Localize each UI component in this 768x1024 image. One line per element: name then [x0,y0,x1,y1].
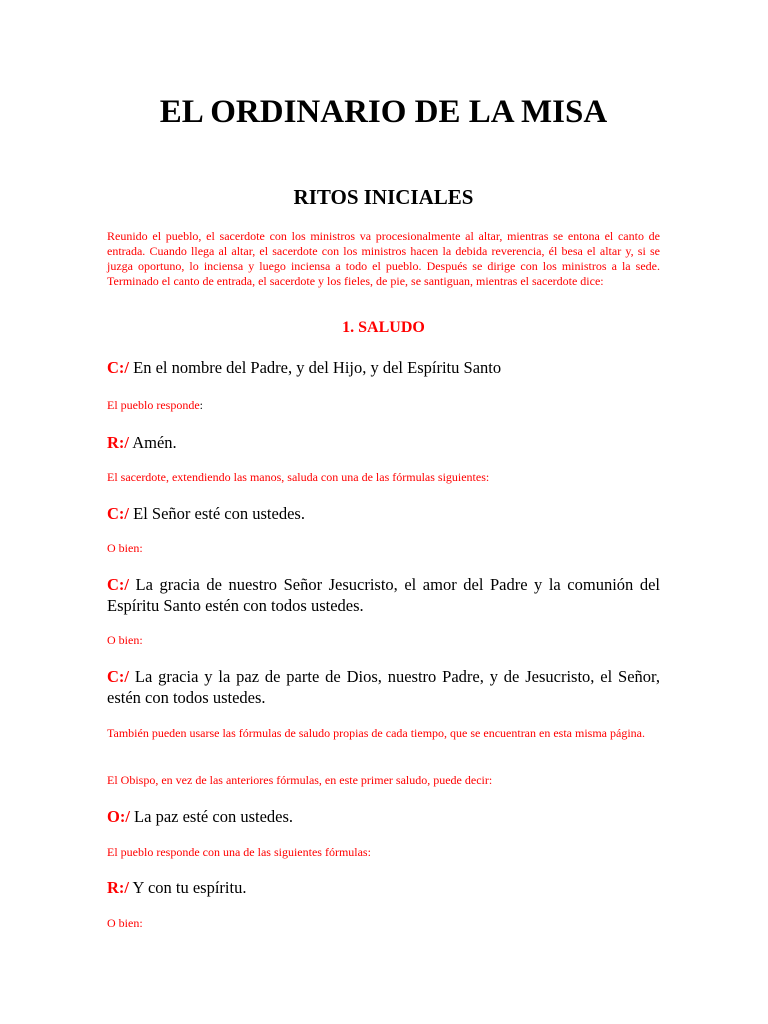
speaker-label: R:/ [107,433,129,452]
speaker-label: R:/ [107,878,129,897]
prayer-text: Y con tu espíritu. [132,878,247,897]
rubric-line: O bien: [107,916,143,930]
prayer-line [107,503,660,524]
rubric-line: También pueden usarse las fórmulas de saludo propias de cada tiempo, que se encuentran en esta misma página. [107,726,645,740]
prayer-line [107,666,660,708]
subsection-title: 1. SALUDO [342,319,425,336]
prayer-text: La gracia y la paz de parte de Dios, nuestro Padre, y de Jesucristo, el Señor, estén con todos ustedes. [107,667,660,707]
rubric-line: El sacerdote, extendiendo las manos, saluda con una de las fórmulas siguientes: [107,470,490,484]
rubric-line: El Obispo, en vez de las anteriores fórmulas, en este primer saludo, puede decir: [107,773,493,787]
prayer-text: La paz esté con ustedes. [134,807,294,826]
prayer-text: El Señor esté con ustedes. [133,504,305,523]
rubric-line: O bien: [107,541,143,555]
prayer-line [107,357,660,378]
section-title: RITOS INICIALES [293,185,474,209]
speaker-label: C:/ [107,504,129,523]
speaker-label: O:/ [107,807,130,826]
prayer-line [107,432,660,453]
prayer-text: Amén. [132,433,177,452]
prayer-text: En el nombre del Padre, y del Hijo, y del Espíritu Santo [133,358,502,377]
speaker-label: C:/ [107,358,129,377]
speaker-label: C:/ [107,575,129,594]
rubric-colon: : [199,398,203,412]
rubric-text: El pueblo responde [107,398,200,412]
document-title: EL ORDINARIO DE LA MISA [159,94,608,130]
intro-rubric: Reunido el pueblo, el sacerdote con los ministros va procesionalmente al altar, mientras se entona el canto de entrada. Cuando llega al altar, el sacerdote con los ministros hacen la debida reverencia, él besa el altar y, si se juzga oportuno, lo inciensa y luego inciensa a todo el pueblo. Después se dirige con los ministros a la sede. Terminado el canto de entrada, el sacerdote y los fieles, de pie, se santiguan, mientras el sacerdote dice: [107,229,660,288]
rubric-line: El pueblo responde con una de las siguientes fórmulas: [107,845,371,859]
prayer-line [107,574,660,616]
speaker-label: C:/ [107,667,129,686]
prayer-line [107,877,660,898]
rubric-line: O bien: [107,633,143,647]
prayer-line [107,806,660,827]
rubric-line [107,398,660,413]
prayer-text: La gracia de nuestro Señor Jesucristo, el amor del Padre y la comunión del Espíritu Santo estén con todos ustedes. [107,575,660,615]
